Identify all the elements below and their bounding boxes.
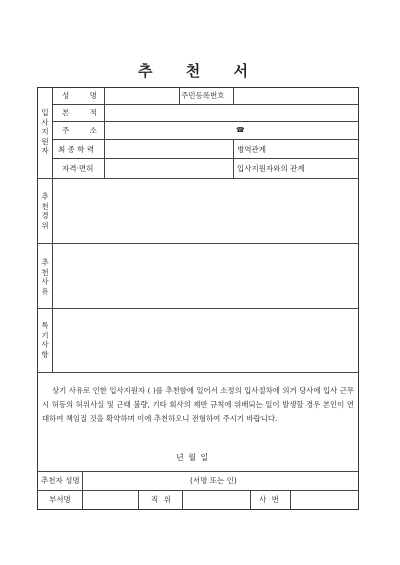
education-field[interactable] <box>105 140 232 157</box>
signature-note: (서명 또는 인) <box>190 476 237 485</box>
position-label: 직 위 <box>151 495 171 504</box>
applicant-section-label: 입사지원자 <box>41 108 49 155</box>
address-label: 주 소 <box>62 126 97 135</box>
department-label: 부서명 <box>49 495 71 504</box>
address-field[interactable] <box>105 122 358 138</box>
reason-field[interactable] <box>53 244 358 307</box>
registration-number-field[interactable] <box>234 88 358 103</box>
reason-section-label: 추천사유 <box>41 258 49 296</box>
name-field[interactable] <box>105 88 178 103</box>
license-field[interactable] <box>105 159 232 177</box>
recommender-name-label: 추천자 성명 <box>41 476 80 485</box>
origin-field[interactable] <box>105 105 358 120</box>
document-title: 추 천 서 <box>138 62 262 80</box>
career-section-label: 추천경위 <box>41 192 49 230</box>
date-line: 년 월 일 <box>176 453 210 462</box>
career-field[interactable] <box>53 179 358 242</box>
name-label: 성 명 <box>62 91 97 100</box>
origin-label: 본 적 <box>62 108 97 117</box>
military-label: 병역관계 <box>237 145 266 154</box>
employee-number-label: 사 번 <box>259 495 279 504</box>
relation-field[interactable] <box>310 159 358 177</box>
employee-number-field[interactable] <box>291 491 358 509</box>
military-field[interactable] <box>275 140 358 157</box>
department-field[interactable] <box>83 491 137 509</box>
notes-field[interactable] <box>53 309 358 371</box>
statement-paragraph: 상기 사유로 인한 입사지원자 ( )를 추천함에 있어서 소정의 입사절차에 의거 당사에 입사 근무 시 허등의 허위사실 및 근태 불량, 기타 회사의 제반 규칙에 위배되는 일이 발생할 경우 본인이 연대하여 책임질 것을 확약하며 이에 추천하오니 전형하여 주시기 바랍니다. <box>42 386 354 423</box>
education-label: 최 종 학 력 <box>58 145 95 154</box>
position-field[interactable] <box>183 491 249 509</box>
license-label: 자격·면허 <box>62 164 94 173</box>
notes-section-label: 특기사항 <box>41 321 49 359</box>
registration-number-label: 주민등록번호 <box>181 91 225 100</box>
phone-icon: ☎ <box>236 126 245 134</box>
relation-label: 입사지원자와의 관계 <box>237 164 305 173</box>
